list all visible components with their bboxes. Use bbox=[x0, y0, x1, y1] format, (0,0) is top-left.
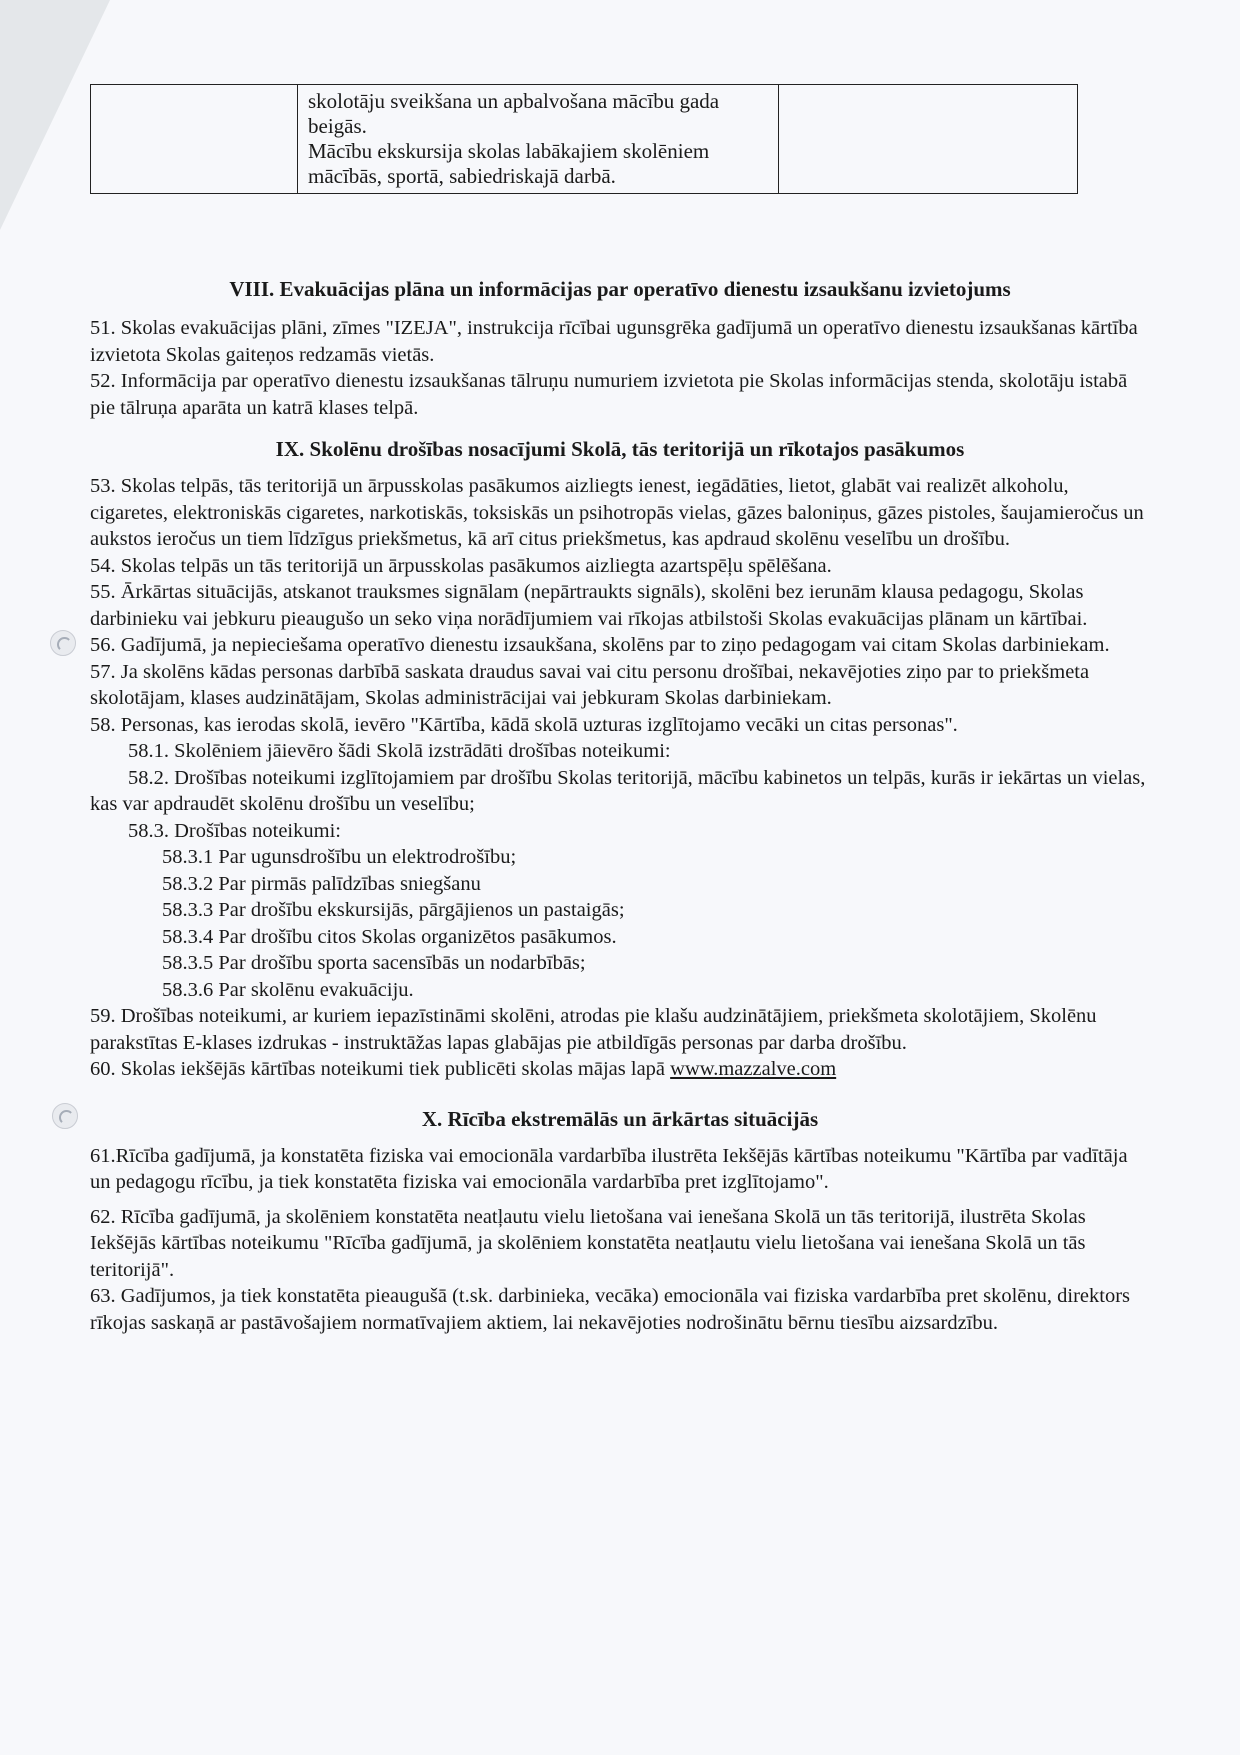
section-heading: IX. Skolēnu drošības nosacījumi Skolā, tās teritorijā un rīkotajos pasākumos bbox=[275, 437, 965, 461]
document-body bbox=[90, 275, 1150, 1336]
paragraph: 51. Skolas evakuācijas plāni, zīmes "IZEJA", instrukcija rīcībai ugunsgrēka gadījumā un operatīvo dienestu izsaukšanas kārtība izvietota Skolas gaiteņos redzamās vietās. bbox=[90, 317, 1138, 366]
paragraph bbox=[90, 1056, 1150, 1083]
paragraph: 54. Skolas telpās un tās teritorijā un ārpusskolas pasākumos aizliegta azartspēļu spēlēšana. bbox=[90, 554, 832, 577]
punch-hole-icon bbox=[50, 630, 76, 656]
section-heading: X. Rīcība ekstremālās un ārkārtas situācijās bbox=[421, 1106, 819, 1131]
sub-paragraph: 58.3. Drošības noteikumi: bbox=[128, 819, 341, 842]
table-cell-text: Mācību ekskursija skolas labākajiem skolēniem mācībās, sportā, sabiedriskajā darbā. bbox=[308, 139, 710, 188]
list-item: 58.3.5 Par drošību sporta sacensībās un nodarbībās; bbox=[162, 952, 586, 974]
paragraph: 52. Informācija par operatīvo dienestu izsaukšanas tālruņu numuriem izvietota pie Skolas informācijas stenda, skolotāju istabā pie tālruņa aparāta un katrā klases telpā. bbox=[90, 370, 1128, 419]
paragraph: 58. Personas, kas ierodas skolā, ievēro "Kārtība, kādā skolā uzturas izglītojamo vecāki un citas personas". bbox=[90, 713, 958, 736]
table-cell bbox=[298, 85, 779, 194]
paragraph: 55. Ārkārtas situācijās, atskanot trauksmes signālam (nepārtraukts signāls), skolēni bez ierunām klausa pedagogu, Skolas darbinieku vai jebkuru pieaugušo un seko viņa norādījumiem vai rīkojas atbilstoši Skolas evakuācijas plānam un kārtībai. bbox=[90, 581, 1088, 630]
sub-paragraph: 58.1. Skolēniem jāievēro šādi Skolā izstrādāti drošības noteikumi: bbox=[128, 740, 671, 762]
paragraph: 63. Gadījumos, ja tiek konstatēta pieaugušā (t.sk. darbinieka, vecāka) emocionāla vai fiziska vardarbība pret skolēnu, direktors rīkojas saskaņā ar pastāvošajiem normatīvajiem aktiem, lai nekavējoties nodrošinātu bērnu tiesību aizsardzību. bbox=[90, 1285, 1131, 1334]
paragraph-text: 60. Skolas iekšējās kārtības noteikumi tiek publicēti skolas mājas lapā bbox=[90, 1058, 671, 1080]
paragraph: 56. Gadījumā, ja nepieciešama operatīvo dienestu izsaukšana, skolēns par to ziņo pedagogam vai citam Skolas darbiniekam. bbox=[90, 634, 1110, 656]
paragraph: 53. Skolas telpās, tās teritorijā un ārpusskolas pasākumos aizliegts ienest, iegādāties, lietot, glabāt vai realizēt alkoholu, cigaretes, elektroniskās cigaretes, narkotiskās, toksiskās un psihotropās vielas, gāzes baloniņus, gāzes pistoles, šaujamieročus un aukstos ieročus un tiem līdzīgus priekšmetus, kā arī citus priekšmetus, kas apdraud skolēnu veselību un drošību. bbox=[90, 475, 1144, 550]
paragraph: 62. Rīcība gadījumā, ja skolēniem konstatēta neatļautu vielu lietošana vai ienešana Skolā un tās teritorijā, ilustrēta Skolas Iekšējās kārtības noteikumu "Rīcība gadījumā, ja skolēniem konstatēta neatļautu vielu lietošana vai ienešana Skolā un tās teritorijā". bbox=[90, 1205, 1086, 1281]
list-item: 58.3.2 Par pirmās palīdzības sniegšanu bbox=[162, 872, 481, 895]
table-cell bbox=[779, 85, 1078, 194]
paragraph: 59. Drošības noteikumi, ar kuriem iepazīstināmi skolēni, atrodas pie klašu audzinātājiem, priekšmeta skolotājiem, Skolēnu parakstītas E-klases izdrukas - instruktāžas lapas glabājas pie atbildīgās personas par darba drošību. bbox=[90, 1005, 1097, 1054]
table-cell-text: skolotāju sveikšana un apbalvošana mācību gada beigās. bbox=[308, 89, 720, 138]
table-row bbox=[91, 85, 1078, 194]
sub-paragraph bbox=[90, 765, 1150, 818]
list-item: 58.3.6 Par skolēnu evakuāciju. bbox=[162, 978, 414, 1001]
table-cell bbox=[91, 85, 298, 194]
list-item: 58.3.1 Par ugunsdrošību un elektrodrošību; bbox=[162, 846, 517, 868]
punch-hole-icon bbox=[52, 1103, 78, 1129]
list-item: 58.3.4 Par drošību citos Skolas organizētos pasākumos. bbox=[162, 925, 617, 948]
section-heading: VIII. Evakuācijas plāna un informācijas par operatīvo dienestu izsaukšanu izvietojums bbox=[229, 277, 1011, 301]
list-item: 58.3.3 Par drošību ekskursijās, pārgājienos un pastaigās; bbox=[162, 899, 625, 921]
sub-paragraph-text: 58.2. Drošības noteikumi izglītojamiem par drošību Skolas teritorijā, mācību kabinetos un telpās, kurās ir iekārtas un vielas, kas var apdraudēt skolēnu drošību un veselību; bbox=[90, 766, 1146, 815]
awards-table bbox=[90, 84, 1078, 194]
paragraph: 57. Ja skolēns kādas personas darbībā saskata draudus savai vai citu personu drošībai, nekavējoties ziņo par to priekšmeta skolotājam, klases audzinātājam, Skolas administrācijai vai jebkuram Skolas darbiniekam. bbox=[90, 660, 1090, 709]
website-link[interactable]: www.mazzalve.com bbox=[670, 1058, 837, 1080]
paragraph: 61.Rīcība gadījumā, ja konstatēta fiziska vai emocionāla vardarbība ilustrēta Iekšējās kārtības noteikumu "Kārtība par vadītāja un pedagogu rīcību, ja tiek konstatēta fiziska vai emocionāla vardarbība pret izglītojamo". bbox=[90, 1144, 1128, 1193]
